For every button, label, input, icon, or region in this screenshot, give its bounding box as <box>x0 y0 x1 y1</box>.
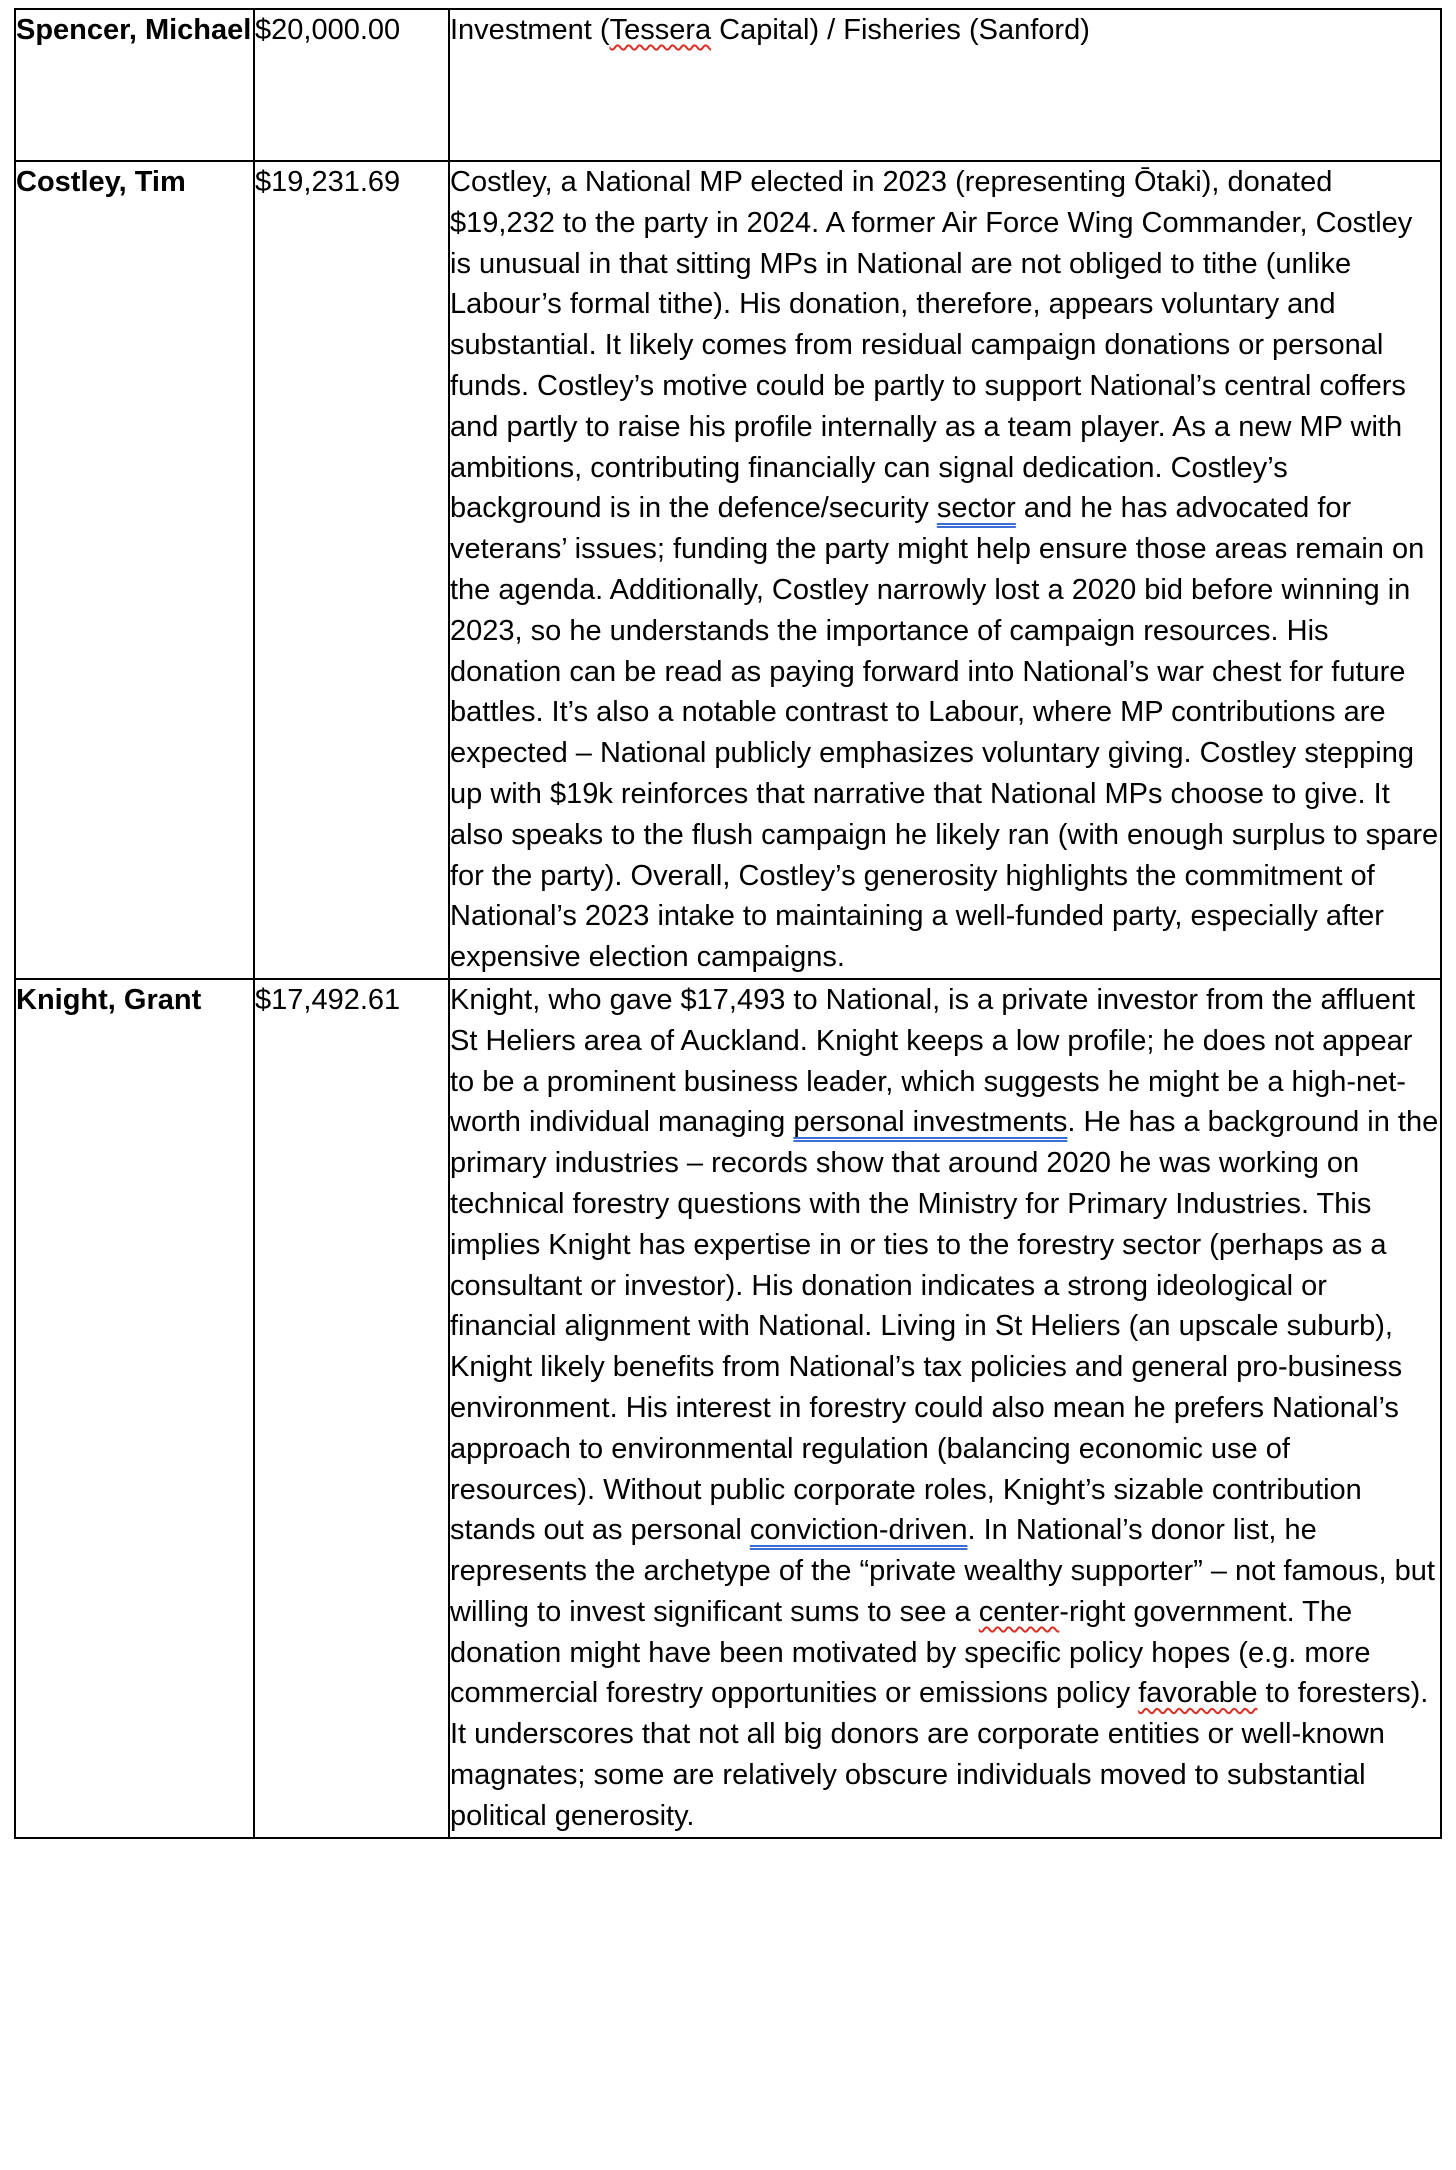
donation-amount: $17,492.61 <box>255 983 401 1016</box>
donation-amount: $19,231.69 <box>255 166 401 198</box>
description-text: Knight, who gave $17,493 to National, is a private investor from the affluent St Heliers area of Auckland. Knight keeps a low profile; he does not appear to be a prominent business leader, which suggests he might be a high-net-worth individual managing <box>450 983 1416 1139</box>
description-text: and he has advocated for veterans’ issues; funding the party might help ensure those areas remain on the agenda. Additionally, Costley narrowly lost a 2020 bid before winning in 2023, so he understands the importance of campaign resources. His donation can be read as paying forward into National’s war chest for future battles. It’s also a notable contrast to Labour, where MP contributions are expected – National publicly emphasizes voluntary giving. Costley stepping up with $19k reinforces that narrative that National MPs choose to give. It also speaks to the flush campaign he likely ran (with enough surplus to spare for the party). Overall, Costley’s generosity highlights the commitment of National’s 2023 intake to maintaining a well-funded party, especially after expensive election campaigns. <box>450 492 1439 974</box>
description-text: to foresters). It underscores that not all big donors are corporate entities or well-known magnates; some are relatively obscure individuals moved to substantial political generosity. <box>450 1677 1429 1832</box>
donor-description-cell <box>449 9 1441 161</box>
donor-table <box>14 8 1442 1839</box>
spelling-flagged-word[interactable]: favorable <box>1138 1677 1258 1710</box>
donation-amount-cell <box>254 9 449 161</box>
description-text: . In National’s donor list, he represents the archetype of the “private wealthy supporter” – not famous, but willing to invest significant sums to see a <box>450 1514 1435 1628</box>
donor-name: Spencer, Michael <box>16 14 252 46</box>
table-row <box>15 979 1441 1838</box>
description-text: Capital) / Fisheries (Sanford) <box>711 14 1090 46</box>
description-text: Investment ( <box>450 14 610 46</box>
description-text: . He has a background in the primary industries – records show that around 2020 he was working on technical forestry questions with the Ministry for Primary Industries. This implies Knight has expertise in or ties to the forestry sector (perhaps as a consultant or investor). His donation indicates a strong ideological or financial alignment with National. Living in St Heliers (an upscale suburb), Knight likely benefits from National’s tax policies and general pro-business environment. His interest in forestry could also mean he prefers National’s approach to environmental regulation (balancing economic use of resources). Without public corporate roles, Knight’s sizable contribution stands out as personal <box>450 1106 1439 1547</box>
table-row <box>15 161 1441 979</box>
donor-description-cell <box>449 979 1441 1838</box>
table-row <box>15 9 1441 161</box>
description-text: Costley, a National MP elected in 2023 (representing Ōtaki), donated $19,232 to the party in 2024. A former Air Force Wing Commander, Costley is unusual in that sitting MPs in National are not obliged to tithe (unlike Labour’s formal tithe). His donation, therefore, appears voluntary and substantial. It likely comes from residual campaign donations or personal funds. Costley’s motive could be partly to support National’s central coffers and partly to raise his profile internally as a team player. As a new MP with ambitions, contributing financially can signal dedication. Costley’s background is in the defence/security <box>450 166 1413 525</box>
grammar-flagged-word[interactable]: sector <box>936 492 1016 525</box>
description-text: -right government. The donation might have been motivated by specific policy hopes (e.g. more commercial forestry opportunities or emissions policy <box>450 1595 1371 1710</box>
spelling-flagged-word[interactable]: Tessera <box>609 14 712 46</box>
donor-name-cell <box>15 9 254 161</box>
donor-name: Costley, Tim <box>16 166 186 198</box>
donation-amount-cell <box>254 161 449 979</box>
donation-amount-cell <box>254 979 449 1838</box>
donation-amount: $20,000.00 <box>255 14 401 46</box>
spelling-flagged-word[interactable]: center <box>978 1595 1060 1628</box>
grammar-flagged-word[interactable]: conviction-driven <box>749 1514 968 1547</box>
donor-name-cell <box>15 979 254 1838</box>
donor-name: Knight, Grant <box>16 983 202 1016</box>
donor-description-cell <box>449 161 1441 979</box>
donor-name-cell <box>15 161 254 979</box>
grammar-flagged-phrase[interactable]: personal investments <box>793 1106 1068 1139</box>
